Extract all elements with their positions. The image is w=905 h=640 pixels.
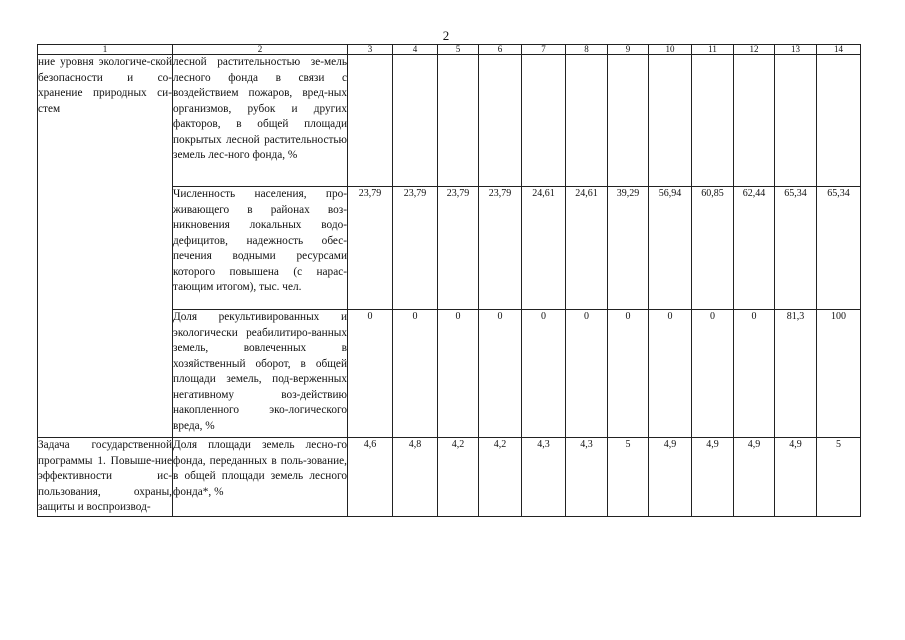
indicator-cell: Доля площади земель лесно-го фонда, переданных в поль-зование, в общей площади земель лесного фонда*, % xyxy=(173,438,348,517)
value-cell: 4,9 xyxy=(649,438,692,517)
value-cell: 5 xyxy=(817,438,861,517)
value-cell: 0 xyxy=(649,310,692,438)
value-cell xyxy=(692,55,734,187)
value-cell xyxy=(566,55,608,187)
indicator-cell: Доля рекультивированных и экологически реабилитиро-ванных земель, вовлеченных в хозяйственный оборот, в общей площади земель, под-верженных негативному воз-действию накопленного эко-логического вреда, % xyxy=(173,310,348,438)
column-header: 9 xyxy=(608,45,649,55)
value-cell: 4,3 xyxy=(522,438,566,517)
value-cell xyxy=(438,55,479,187)
value-cell: 4,9 xyxy=(775,438,817,517)
value-cell xyxy=(522,55,566,187)
value-cell: 4,6 xyxy=(348,438,393,517)
header-row xyxy=(38,45,861,55)
value-cell: 100 xyxy=(817,310,861,438)
goal-cell: ние уровня экологиче-ской безопасности и со-хранение природных си-стем xyxy=(38,55,173,187)
value-cell: 0 xyxy=(479,310,522,438)
value-cell: 62,44 xyxy=(734,187,775,310)
column-header: 7 xyxy=(522,45,566,55)
table-row xyxy=(38,310,861,438)
value-cell: 65,34 xyxy=(775,187,817,310)
value-cell: 4,3 xyxy=(566,438,608,517)
column-header: 2 xyxy=(173,45,348,55)
value-cell: 23,79 xyxy=(479,187,522,310)
value-cell: 24,61 xyxy=(522,187,566,310)
value-cell: 81,3 xyxy=(775,310,817,438)
value-cell: 4,2 xyxy=(479,438,522,517)
value-cell xyxy=(479,55,522,187)
value-cell: 0 xyxy=(734,310,775,438)
value-cell: 23,79 xyxy=(348,187,393,310)
column-header: 14 xyxy=(817,45,861,55)
column-header: 4 xyxy=(393,45,438,55)
value-cell: 39,29 xyxy=(608,187,649,310)
column-header: 11 xyxy=(692,45,734,55)
goal-cell xyxy=(38,187,173,310)
value-cell: 0 xyxy=(566,310,608,438)
value-cell: 24,61 xyxy=(566,187,608,310)
value-cell: 56,94 xyxy=(649,187,692,310)
column-header: 6 xyxy=(479,45,522,55)
column-header: 10 xyxy=(649,45,692,55)
value-cell: 4,9 xyxy=(692,438,734,517)
value-cell: 23,79 xyxy=(393,187,438,310)
column-header: 1 xyxy=(38,45,173,55)
value-cell: 0 xyxy=(522,310,566,438)
column-header: 13 xyxy=(775,45,817,55)
value-cell: 65,34 xyxy=(817,187,861,310)
value-cell: 0 xyxy=(393,310,438,438)
value-cell: 4,9 xyxy=(734,438,775,517)
value-cell xyxy=(817,55,861,187)
value-cell xyxy=(393,55,438,187)
table-row xyxy=(38,438,861,517)
value-cell xyxy=(734,55,775,187)
value-cell: 0 xyxy=(348,310,393,438)
value-cell: 0 xyxy=(692,310,734,438)
value-cell: 5 xyxy=(608,438,649,517)
task-cell: Задача государственной программы 1. Повыше-ние эффективности ис-пользования, охраны, защиты и воспроизвод- xyxy=(38,438,173,517)
value-cell: 0 xyxy=(438,310,479,438)
value-cell xyxy=(608,55,649,187)
value-cell xyxy=(775,55,817,187)
value-cell: 0 xyxy=(608,310,649,438)
column-header: 8 xyxy=(566,45,608,55)
page-number: 2 xyxy=(442,28,450,43)
indicators-table xyxy=(37,44,861,517)
value-cell xyxy=(649,55,692,187)
goal-cell xyxy=(38,310,173,438)
value-cell: 4,8 xyxy=(393,438,438,517)
table-row xyxy=(38,55,861,187)
value-cell: 60,85 xyxy=(692,187,734,310)
value-cell: 4,2 xyxy=(438,438,479,517)
value-cell xyxy=(348,55,393,187)
column-header: 5 xyxy=(438,45,479,55)
value-cell: 23,79 xyxy=(438,187,479,310)
indicator-cell: лесной растительностью зе-мель лесного фонда в связи с воздействием пожаров, вред-ных организмов, рубок и других факторов, в общей площади покрытых лесной растительностью земель лес-ного фонда, % xyxy=(173,55,348,187)
column-header: 3 xyxy=(348,45,393,55)
indicator-cell: Численность населения, про-живающего в районах воз-никновения локальных водо-дефицитов, надежность обес-печения водными ресурсами которого повышена (с нарас-тающим итогом), тыс. чел. xyxy=(173,187,348,310)
table-row xyxy=(38,187,861,310)
column-header: 12 xyxy=(734,45,775,55)
